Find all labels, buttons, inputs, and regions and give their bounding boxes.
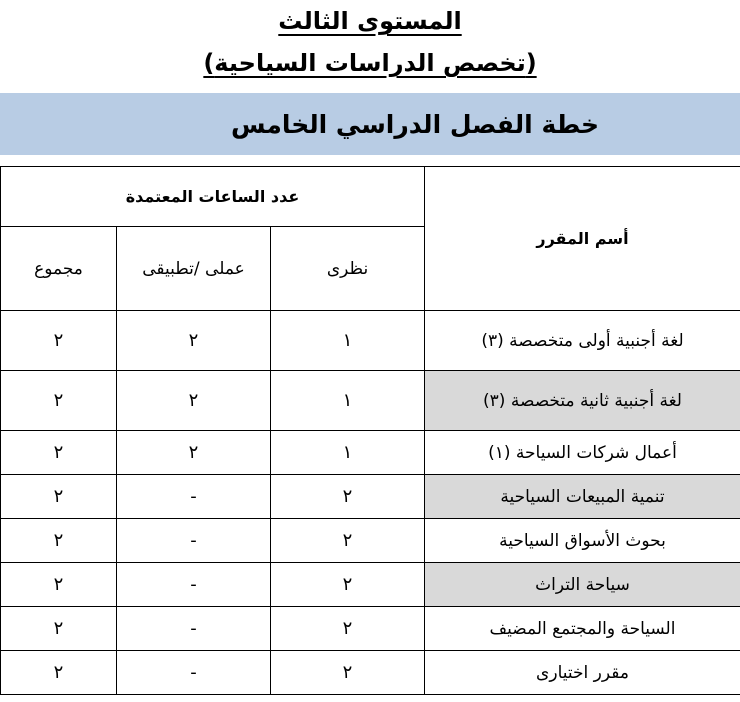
specialization-title: (تخصص الدراسات السياحية) — [203, 49, 537, 77]
table-row — [1, 431, 740, 475]
practical-hours-cell: - — [117, 563, 271, 607]
total-hours-cell: ٢ — [1, 607, 117, 651]
credit-hours-header: عدد الساعات المعتمدة — [1, 167, 425, 227]
table-row — [1, 651, 740, 695]
theory-hours-cell: ٢ — [271, 607, 425, 651]
theory-hours-cell: ٢ — [271, 475, 425, 519]
practical-hours-cell: - — [117, 651, 271, 695]
table-row — [1, 311, 740, 371]
section-title: خطة الفصل الدراسي الخامس — [231, 109, 599, 139]
practical-hours-cell: ٢ — [117, 431, 271, 475]
total-hours-cell: ٢ — [1, 563, 117, 607]
table-row — [1, 563, 740, 607]
course-name-cell: تنمية المبيعات السياحية — [425, 475, 740, 519]
total-hours-cell: ٢ — [1, 311, 117, 371]
total-hours-cell: ٢ — [1, 431, 117, 475]
course-name-header: أسم المقرر — [425, 167, 740, 311]
course-name-cell: السياحة والمجتمع المضيف — [425, 607, 740, 651]
practical-header: عملى /تطبيقى — [117, 227, 271, 311]
course-name-cell: مقرر اختيارى — [425, 651, 740, 695]
table-row — [1, 371, 740, 431]
theory-hours-cell: ١ — [271, 371, 425, 431]
practical-hours-cell: - — [117, 519, 271, 563]
theory-hours-cell: ٢ — [271, 519, 425, 563]
total-hours-cell: ٢ — [1, 475, 117, 519]
theory-hours-cell: ١ — [271, 431, 425, 475]
section-band — [0, 93, 740, 155]
table-row — [1, 475, 740, 519]
practical-hours-cell: ٢ — [117, 311, 271, 371]
course-name-cell: لغة أجنبية أولى متخصصة (٣) — [425, 311, 740, 371]
course-name-cell: سياحة التراث — [425, 563, 740, 607]
table-row — [1, 607, 740, 651]
theory-hours-cell: ٢ — [271, 563, 425, 607]
theory-hours-cell: ٢ — [271, 651, 425, 695]
level-title: المستوى الثالث — [278, 7, 462, 35]
course-name-cell: لغة أجنبية ثانية متخصصة (٣) — [425, 371, 740, 431]
practical-hours-cell: - — [117, 607, 271, 651]
course-name-cell: بحوث الأسواق السياحية — [425, 519, 740, 563]
course-name-cell: أعمال شركات السياحة (١) — [425, 431, 740, 475]
course-rows — [1, 311, 740, 695]
total-header: مجموع — [1, 227, 117, 311]
total-hours-cell: ٢ — [1, 519, 117, 563]
practical-hours-cell: - — [117, 475, 271, 519]
total-hours-cell: ٢ — [1, 371, 117, 431]
practical-hours-cell: ٢ — [117, 371, 271, 431]
total-hours-cell: ٢ — [1, 651, 117, 695]
table-row — [1, 519, 740, 563]
theory-header: نظرى — [271, 227, 425, 311]
course-plan-table — [0, 166, 740, 695]
theory-hours-cell: ١ — [271, 311, 425, 371]
